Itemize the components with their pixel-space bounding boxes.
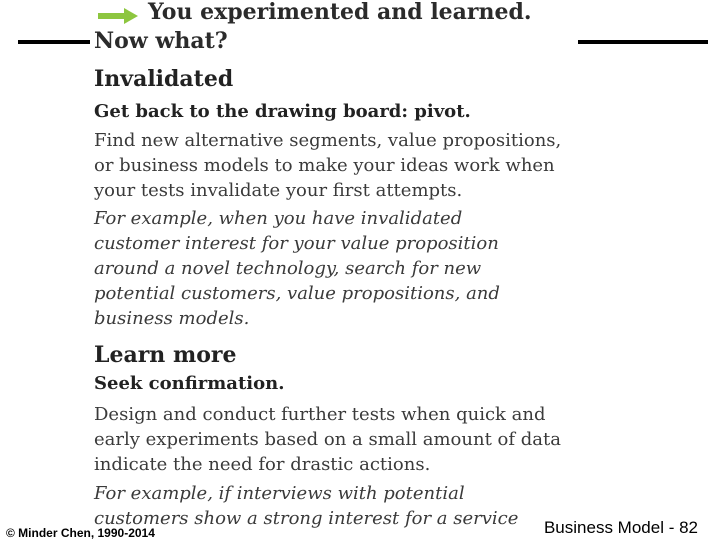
right-arrow-icon (96, 6, 140, 26)
invalidated-title: Invalidated (94, 66, 234, 92)
learn-more-example (94, 481, 594, 531)
heading-line-2: Now what? (94, 28, 228, 54)
example-line: customers show a strong interest for a service (94, 508, 519, 529)
body-line: indicate the need for drastic actions. (94, 454, 431, 475)
slide-label-footer: Business Model - 82 (543, 518, 698, 537)
example-line: customer interest for your value proposition (94, 233, 499, 254)
learn-more-body (94, 402, 594, 477)
right-divider (578, 40, 708, 44)
example-line: For example, when you have invalidated (94, 208, 463, 229)
example-line: business models. (94, 308, 250, 329)
learn-more-title: Learn more (94, 342, 237, 368)
body-line: Design and conduct further tests when quick and (94, 404, 546, 425)
body-line: early experiments based on a small amount of data (94, 429, 561, 450)
invalidated-subtitle: Get back to the drawing board: pivot. (94, 101, 471, 122)
learn-more-subtitle: Seek confirmation. (94, 373, 285, 394)
invalidated-example (94, 206, 594, 331)
body-line: Find new alternative segments, value propositions, (94, 130, 562, 151)
left-divider (18, 40, 90, 44)
copyright-footer: © Minder Chen, 1990-2014 (6, 526, 155, 540)
example-line: around a novel technology, search for new (94, 258, 482, 279)
body-line: or business models to make your ideas work when (94, 155, 555, 176)
body-line: your tests invalidate your first attempts. (94, 180, 463, 201)
example-line: For example, if interviews with potential (94, 483, 465, 504)
invalidated-body (94, 128, 594, 203)
heading-line-1: You experimented and learned. (148, 0, 532, 25)
example-line: potential customers, value propositions, and (94, 283, 500, 304)
